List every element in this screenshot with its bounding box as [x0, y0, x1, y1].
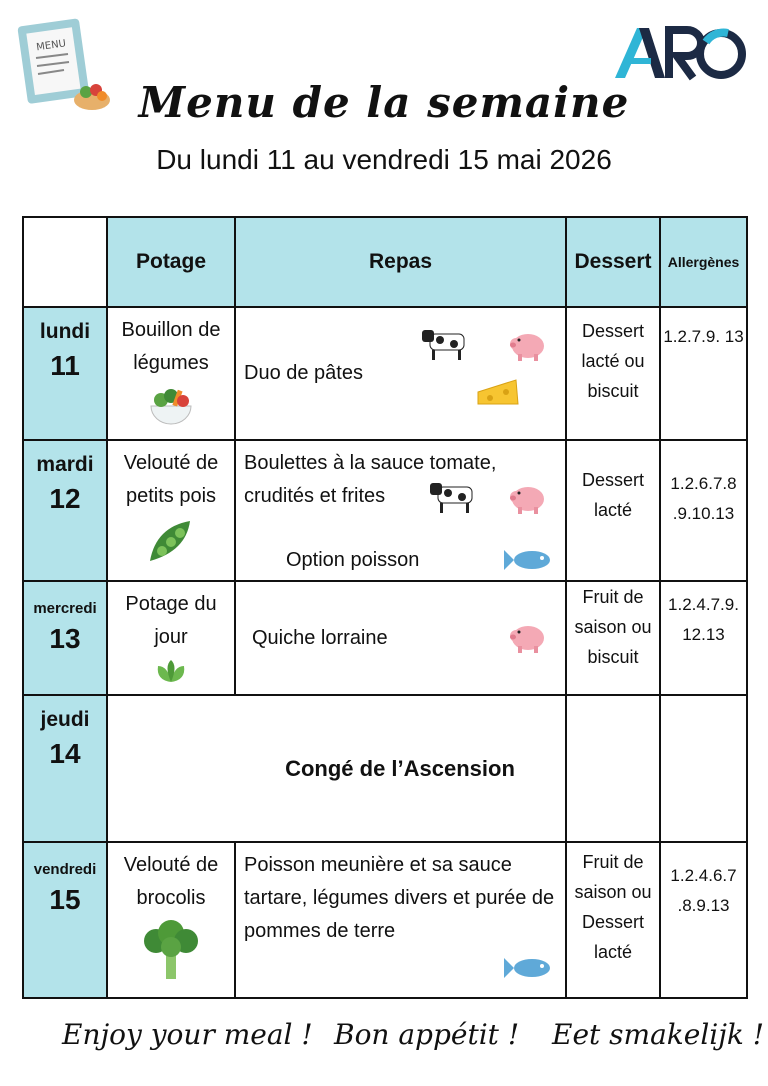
- footer-french: Bon appétit !: [334, 1018, 520, 1051]
- menu-table: [22, 216, 748, 999]
- pea-pod-icon: [146, 517, 196, 567]
- empty-cell: [566, 695, 660, 842]
- table-row: [23, 695, 747, 842]
- allergenes-cell: 1.2.4.7.9. 12.13: [660, 581, 747, 695]
- empty-cell: [660, 695, 747, 842]
- repas-text: Boulettes à la sauce tomate, crudités et frites: [244, 452, 497, 507]
- potage-text: Velouté de brocolis: [123, 854, 219, 909]
- repas-cell: [235, 440, 566, 581]
- potage-text: Bouillon de légumes: [121, 319, 221, 374]
- repas-cell: [235, 842, 566, 998]
- day-name: vendredi: [33, 861, 97, 878]
- vegetable-bowl-icon: [147, 384, 195, 428]
- footer-english: Enjoy your meal !: [62, 1018, 313, 1051]
- header-day: [23, 217, 107, 307]
- footer-dutch: Eet smakelijk !: [552, 1018, 765, 1051]
- table-row: [23, 581, 747, 695]
- cow-icon: [422, 326, 474, 362]
- broccoli-icon: [142, 919, 200, 981]
- potage-cell: [107, 842, 235, 998]
- repas-cell: [235, 581, 566, 695]
- empty-cell: [107, 695, 235, 842]
- dessert-cell: Dessert lacté: [566, 440, 660, 581]
- day-number: 14: [49, 738, 81, 769]
- aro-logo-icon: [613, 24, 748, 82]
- potage-text: Velouté de petits pois: [123, 452, 219, 507]
- aro-logo-text: ARO: [613, 24, 616, 25]
- potage-cell: [107, 440, 235, 581]
- allergenes-cell: 1.2.4.6.7 .8.9.13: [660, 842, 747, 998]
- header-allergenes: Allergènes: [660, 217, 747, 307]
- allergenes-cell: 1.2.6.7.8 .9.10.13: [660, 440, 747, 581]
- table-header-row: [23, 217, 747, 307]
- day-cell: [23, 842, 107, 998]
- repas-text: Quiche lorraine: [252, 626, 388, 649]
- allergenes-cell: 1.2.7.9. 13: [660, 307, 747, 440]
- day-cell: [23, 695, 107, 842]
- repas-text: Poisson meunière et sa sauce tartare, légumes divers et purée de pommes de terre: [244, 854, 555, 942]
- cheese-icon: [476, 376, 520, 408]
- leaf-icon: [154, 658, 188, 684]
- fish-icon: [504, 547, 556, 573]
- day-number: 12: [49, 483, 81, 514]
- header-repas: Repas: [235, 217, 566, 307]
- day-cell: [23, 581, 107, 695]
- pig-icon: [508, 481, 546, 515]
- cow-icon: [430, 479, 482, 515]
- dessert-cell: Dessert lacté ou biscuit: [566, 307, 660, 440]
- pig-icon: [508, 620, 546, 654]
- day-cell: [23, 440, 107, 581]
- fish-icon: [504, 955, 556, 981]
- page-subtitle: Du lundi 11 au vendredi 15 mai 2026: [156, 144, 612, 175]
- day-name: lundi: [39, 320, 91, 343]
- header-potage: Potage: [107, 217, 235, 307]
- potage-cell: [107, 307, 235, 440]
- repas-cell: [235, 307, 566, 440]
- day-number: 13: [49, 623, 81, 654]
- holiday-text: Congé de l’Ascension: [235, 695, 566, 842]
- dessert-cell: Fruit de saison ou Dessert lacté: [566, 842, 660, 998]
- day-cell: [23, 307, 107, 440]
- dessert-cell: Fruit de saison ou biscuit: [566, 581, 660, 695]
- day-number: 15: [49, 884, 81, 915]
- page-title: Menu de la semaine: [138, 78, 630, 127]
- table-row: [23, 842, 747, 998]
- table-row: [23, 440, 747, 581]
- repas-text: Duo de pâtes: [244, 362, 363, 384]
- potage-cell: [107, 581, 235, 695]
- option-text: Option poisson: [286, 549, 420, 571]
- table-row: [23, 307, 747, 440]
- day-number: 11: [50, 350, 80, 381]
- day-name: jeudi: [40, 708, 90, 731]
- day-name: mercredi: [33, 600, 97, 617]
- header-dessert: Dessert: [566, 217, 660, 307]
- menu-logo-text: MENU: [35, 38, 67, 54]
- pig-icon: [508, 328, 546, 362]
- potage-text: Potage du jour: [125, 593, 217, 648]
- day-name: mardi: [36, 453, 94, 476]
